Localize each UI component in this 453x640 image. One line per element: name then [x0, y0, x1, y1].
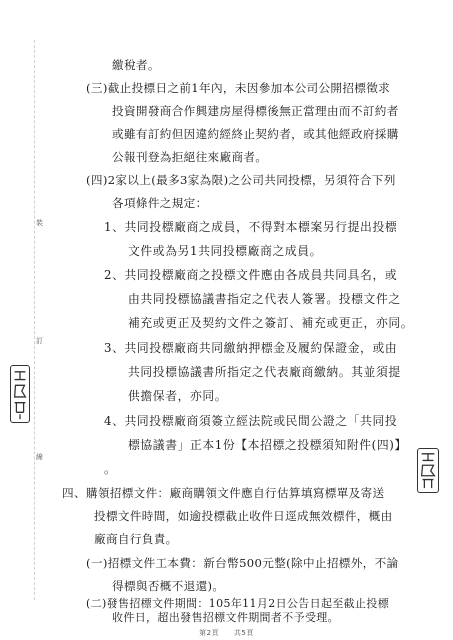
item-line: 。	[104, 462, 117, 476]
text-line: 各項條件之規定：	[112, 196, 208, 210]
text-line: (四)2家以上(最多3家為限)之公司共同投標，另須符合下列	[86, 173, 396, 187]
item-line: 1、共同投標廠商之成員，不得對本標案另行提出投標	[104, 220, 398, 234]
item-line: 共同投標協議書所指定之代表廠商繳納。其並須提	[128, 365, 401, 379]
text-line: 得標與否概不退還)。	[112, 579, 225, 593]
margin-mark-stitch: 訂	[36, 337, 43, 345]
item-line: 標協議書」正本1份【本招標之投標須知附件(四)】	[128, 438, 407, 452]
text-line: (一)招標文件工本費：新台幣500元整(除中止招標外，不論	[86, 556, 399, 570]
item-line: 由共同投標協議書指定之代表人簽署。投標文件之	[128, 292, 401, 306]
margin-mark-line: 線	[36, 453, 43, 461]
item-line: 文件或為另1共同投標廠商之成員。	[128, 244, 323, 258]
page-number: 第2頁	[199, 629, 220, 637]
text-line: 收件日，超出發售招標文件期間者不予受理。	[112, 611, 339, 624]
page-footer	[0, 628, 453, 638]
section-line: 四、購領招標文件：廠商購領文件應自行估算填寫標單及寄送	[62, 486, 385, 500]
item-line: 供擔保者，亦同。	[128, 389, 228, 403]
margin-mark-binding: 裝	[36, 219, 43, 227]
text-line: (二)發售招標文件期間：105年11月2日公告日起至截止投標	[86, 597, 390, 610]
text-line: (三)截止投標日之前1年內，未因參加本公司公開招標徵求	[86, 81, 391, 95]
right-margin-seal-stamp	[417, 448, 439, 493]
item-line: 4、共同投標廠商須簽立經法院或民間公證之「共同投	[104, 414, 398, 428]
text-line: 廠商自行負責。	[94, 532, 178, 546]
left-margin-seal-stamp	[10, 365, 30, 423]
text-line: 公報刊登為拒絕往來廠商者。	[112, 150, 268, 164]
text-line: 投標文件時間，如逾投標截止收件日逕成無效標件，概由	[94, 509, 393, 523]
text-line: 投資開發商合作興建房屋得標後無正當理由而不訂約者	[112, 104, 399, 118]
item-line: 補充或更正及契約文件之簽訂、補充或更正，亦同。	[128, 316, 414, 330]
item-line: 3、共同投標廠商共同繳納押標金及履約保證金，或由	[104, 341, 398, 355]
text-line: 繳稅者。	[112, 58, 160, 72]
binding-dashed-line	[34, 40, 35, 600]
page-total: 共5頁	[233, 629, 254, 637]
item-line: 2、共同投標廠商之投標文件應由各成員共同具名，或	[104, 268, 398, 282]
text-line: 或雖有訂約但因違約經終止契約者，或其他經政府採購	[112, 127, 399, 141]
